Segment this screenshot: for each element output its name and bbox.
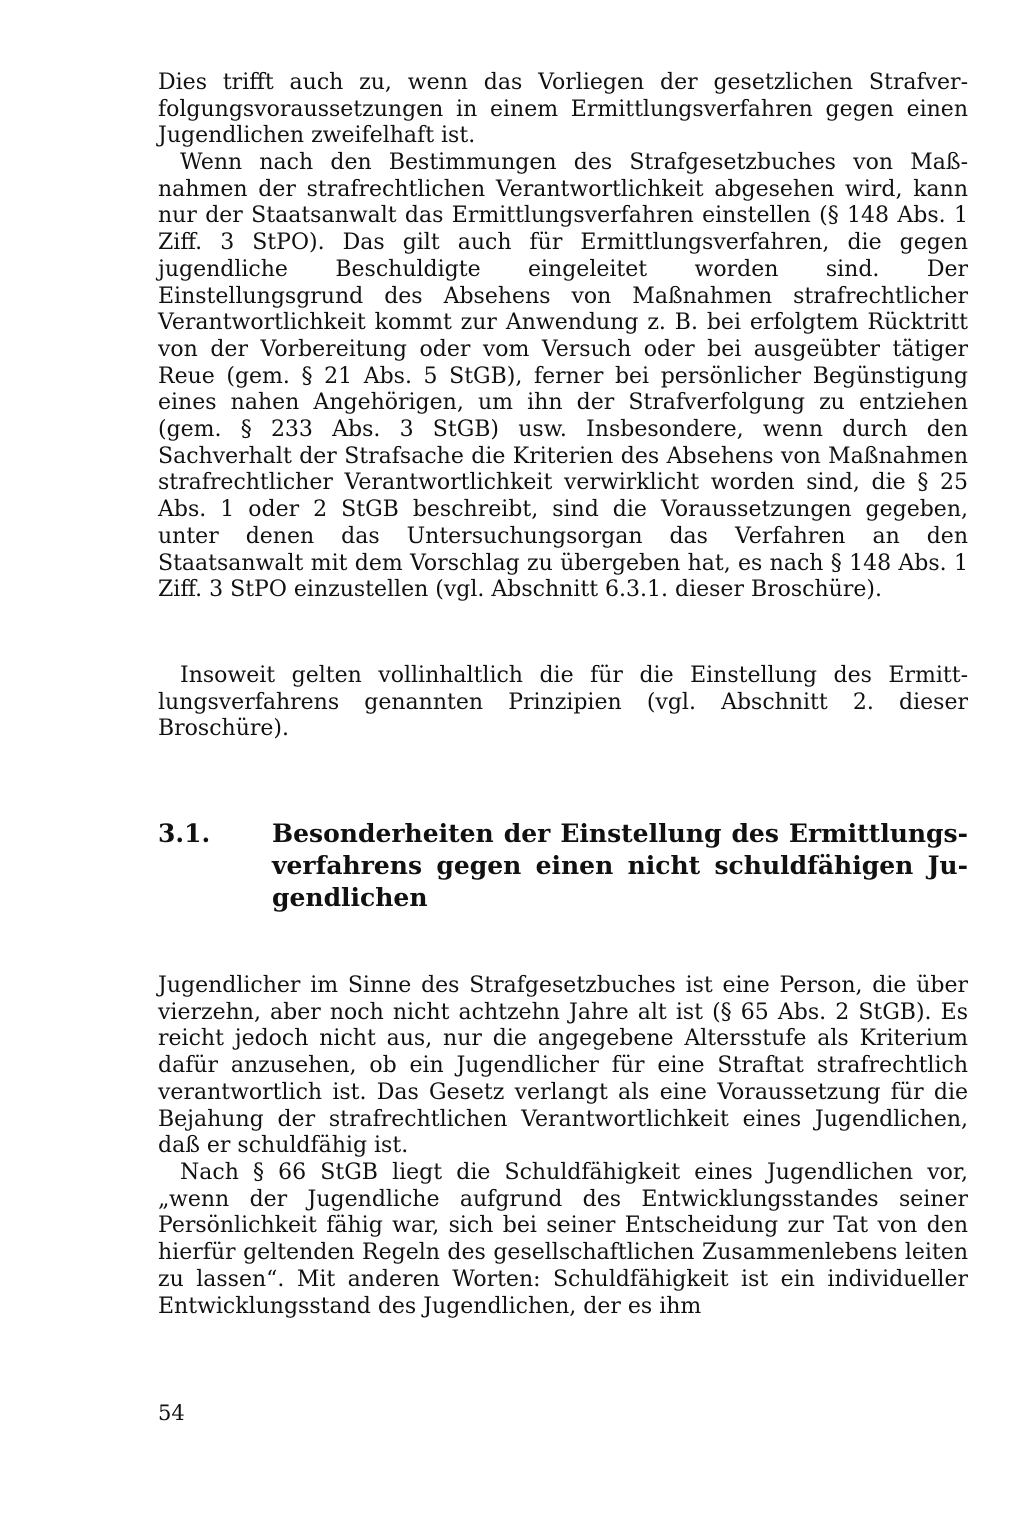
section-title: Besonderheiten der Einstellung des Ermittlungsverfahrens gegen einen nicht schuldfähigen Jugendlichen <box>272 819 968 912</box>
paragraph-3: Insoweit gelten vollinhaltlich die für die Einstellung des Ermittlungsverfahrens genannten Prinzipien (vgl. Abschnitt 2. dieser Broschüre). <box>158 663 968 742</box>
section-number: 3.1. <box>158 819 211 848</box>
paragraph-1: Dies trifft auch zu, wenn das Vorliegen der gesetzlichen Strafverfolgungsvoraussetzungen in einem Ermittlungsverfahren gegen einen Jugendlichen zweifelhaft ist. <box>158 70 968 149</box>
paragraph-5: Nach § 66 StGB liegt die Schuldfähigkeit eines Jugendlichen vor, „wenn der Jugendliche aufgrund des Entwicklungsstandes seiner Persönlichkeit fähig war, sich bei seiner Entscheidung zur Tat von den hierfür geltenden Regeln des gesellschaftlichen Zusammenlebens leiten zu lassen“. Mit anderen Worten: Schuldfähigkeit ist ein individueller Entwicklungsstand des Jugendlichen, der es ihm <box>158 1160 968 1319</box>
page-number: 54 <box>158 1401 185 1425</box>
paragraph-4: Jugendlicher im Sinne des Strafgesetzbuches ist eine Person, die über vierzehn, aber noch nicht achtzehn Jahre alt ist (§ 65 Abs. 2 StGB). Es reicht jedoch nicht aus, nur die angegebene Altersstufe als Kriterium dafür anzusehen, ob ein Jugendlicher für eine Straftat strafrechtlich verantwortlich ist. Das Gesetz verlangt als eine Voraussetzung für die Bejahung der strafrechtlichen Verantwortlichkeit eines Jugendlichen, daß er schuldfähig ist. <box>158 973 968 1159</box>
paragraph-2: Wenn nach den Bestimmungen des Strafgesetzbuches von Maßnahmen der strafrechtlichen Verantwortlichkeit abgesehen wird, kann nur der Staatsanwalt das Ermittlungsverfahren einstellen (§ 148 Abs. 1 Ziff. 3 StPO). Das gilt auch für Ermittlungsverfahren, die gegen jugendliche Beschuldigte eingeleitet worden sind. Der Einstellungsgrund des Absehens von Maßnahmen strafrechtlicher Verantwortlichkeit kommt zur Anwendung z. B. bei erfolgtem Rücktritt von der Vorbereitung oder vom Versuch oder bei ausgeübter tätiger Reue (gem. § 21 Abs. 5 StGB), ferner bei persönlicher Begünstigung eines nahen Angehörigen, um ihn der Strafverfolgung zu entziehen (gem. § 233 Abs. 3 StGB) usw. Insbesondere, wenn durch den Sachverhalt der Strafsache die Kriterien des Absehens von Maßnahmen strafrechtlicher Verantwortlichkeit verwirklicht worden sind, die § 25 Abs. 1 oder 2 StGB beschreibt, sind die Voraussetzungen gegeben, unter denen das Untersuchungsorgan das Verfahren an den Staatsanwalt mit dem Vorschlag zu übergeben hat, es nach § 148 Abs. 1 Ziff. 3 StPO einzustellen (vgl. Abschnitt 6.3.1. dieser Broschüre). <box>158 150 968 603</box>
